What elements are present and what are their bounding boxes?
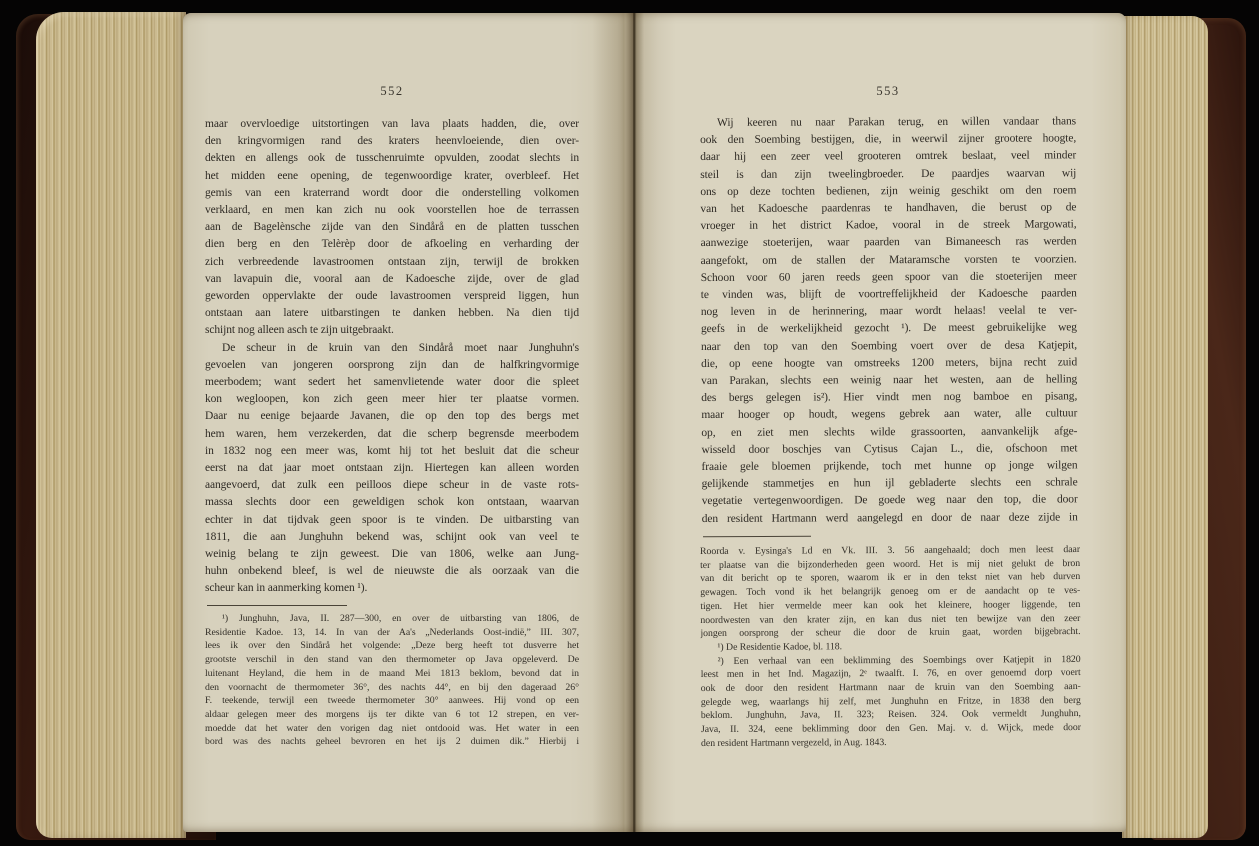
left-page-body-text <box>205 116 579 598</box>
text-line: verklaard, en men kan zich nu ook voorstellen hoe de terrassen <box>205 204 579 217</box>
text-line: vroeger in het district Kadoe, vooral in de streek Margowati, <box>700 218 1077 233</box>
text-line: geworden oppervlakte der oude lavastroomen verspreid liggen, hun <box>205 290 579 303</box>
text-line: kon wegloopen, kon zich geen meer hier ter plaatse vormen. <box>205 393 579 406</box>
text-line: dien berg en den Telèrèp door de afkoeling en verharding der <box>205 238 579 251</box>
page-edges-left <box>36 12 186 838</box>
text-line: van het Kadoesche paardenras te handhaven, die berust op de <box>700 201 1077 216</box>
text-line: scheur kan in aanmerking komen ¹). <box>205 582 368 595</box>
text-line: geefs in de werkelijkheid gezocht ¹). De meest gebruikelijke weg <box>700 321 1077 336</box>
text-line: bord was des nachts geheel bevroren en het ijs 2 duimen dik.” Hierbij i <box>205 736 579 748</box>
text-line: aangevoerd, dat zulk een peilloos diepe scheur in de vaste rots- <box>205 479 579 492</box>
text-line: van dit bericht op te sporen, waarom ik er in den tekst niet van heb durven <box>700 571 1081 585</box>
text-line: Java, II. 324, eene beklimming door den Gen. Maj. v. d. Wijck, mede door <box>700 722 1081 736</box>
text-line: lees ik over den Sindårå het volgende: „Deze berg heeft tot dusverre het <box>205 640 579 652</box>
text-line: moedde dat het water den vorigen dag niet ontdooid was. Het water in een <box>205 722 579 734</box>
text-line: ²) Een verhaal van een beklimming des Soembings over Katjepit in 1820 <box>717 653 1081 667</box>
text-line: tigen. Het hier vermelde meer kan ook het kleinere, hooger liggende, ten <box>700 598 1081 612</box>
left-page-footnotes <box>205 612 579 749</box>
text-line: gemis van een kraterrand wordt door die onderstelling volkomen <box>205 186 579 199</box>
text-line: ¹) Junghuhn, Java, II. 287—300, en over de uitbarsting van 1806, de <box>222 613 579 624</box>
text-line: naar den top van den Soembing voert over de desa Katjepit, <box>700 338 1078 353</box>
text-line: Roorda v. Eysinga's Ld en Vk. III. 3. 56 aangehaald; doch men leest daar <box>700 544 1081 557</box>
text-line: nog leven in de herinnering, maar wordt helaas! veelal te ver- <box>700 304 1077 319</box>
text-line: wisseld door boschjes van Cytisus Cajan L., die, ofschoon met <box>701 442 1078 456</box>
text-line: meerbodem; want sedert het samenvlietende water door die spleet <box>205 376 579 389</box>
right-page-number: 553 <box>876 84 900 98</box>
text-line: gelijkende stammetjes en hun ijl gebladerte slechts een schrale <box>701 476 1078 491</box>
text-line: den voornacht de thermometer 36°, des nachts 44°, en bij den dageraad 26° <box>205 681 579 693</box>
text-line: vegetatie vertegenwoordigen. De goede weg naar den top, die door <box>701 493 1078 508</box>
text-line: gelegde weg, waarlangs hij zelf, met Junghuhn en Fritze, in 1838 den berg <box>700 694 1081 708</box>
text-line: Wij keeren nu naar Parakan terug, en willen vandaar thans <box>717 115 1077 129</box>
text-line: maar hooger op houdt, wegens gebrek aan water, alle cultuur <box>701 407 1078 422</box>
right-page-body-text <box>700 113 1078 528</box>
text-line: in 1832 nog een meer was, komt hij tot het besluit dat die scheur <box>205 444 579 457</box>
text-line: ons op deze tochten bedienen, zijn weinig geschikt om den roem <box>700 184 1077 198</box>
text-line: ter plaatse van die bijzonderheden geen woord. Het is mij niet gelukt de bron <box>700 557 1081 571</box>
text-line: jongen oorsprong der scheur die door de kruin gaat, worden bijgebracht. <box>700 626 1081 640</box>
left-page-number: 552 <box>380 84 404 98</box>
text-line: dekten en allengs ook de tusschenruimte opvulden, zoodat slechts in <box>205 152 579 165</box>
text-line: echter in dat tijdvak geen spoor is te vinden. De uitbarsting van <box>205 513 579 526</box>
text-line: schijnt nog alleen asch te zijn uitgebraakt. <box>205 324 394 337</box>
text-line: aanwezige stoeterijen, waar paarden van Bimaneesch ras werden <box>700 235 1077 250</box>
text-line: aangefokt, om de stallen der Mataramsche vorsten te voorzien. <box>700 252 1077 267</box>
text-line: Residentie Kadoe. 13, 14. In van der Aa's „Nederlands Oost-indië,” III. 307, <box>205 626 579 638</box>
text-line: het midden eene opening, de tegenwoordige krater, overbleef. Het <box>205 169 579 182</box>
text-line: hem waren, hem verzekerden, dat die scherp begrensde meerbodem <box>205 427 579 440</box>
text-line: leest men in het Ind. Magazijn, 2ᵉ twaalft. I. 76, en over genoemd dorp voert <box>700 667 1081 681</box>
text-line: zich verbreedende lavastroomen ontstaan zijn, terwijl de brokken <box>205 255 579 268</box>
text-line: te vinden was, blijft de voortreffelijkheid der Kadoesche paarden <box>700 287 1077 302</box>
text-line: van Parakan, slechts een weinig naar het westen, aan de helling <box>701 373 1078 388</box>
text-line: weinig belang te zijn geweest. Die van 1806, welke aan Jung- <box>205 548 579 561</box>
text-line: maar overvloedige uitstortingen van lava plaats hadden, die, over <box>205 118 579 130</box>
text-line: beklom. Junghuhn, Java, II. 323; Reisen. 324. Ook vermeldt Junghuhn, <box>700 708 1081 722</box>
text-line: op, en ziet men slechts wilde grassoorten, aanvankelijk afge- <box>701 425 1078 439</box>
text-line: ook den Soembing bestijgen, die, in weerwil zijner grootere hoogte, <box>700 132 1077 147</box>
text-line: van lavapuin die, vooral aan de Kadoesche zijde, over de glad <box>205 272 579 285</box>
text-line: huhn onbekend bleef, is wel de nieuwste die als oorzaak van die <box>205 565 579 578</box>
text-line: fraaie gele bloemen prijkende, toch met hunne op jonge wilgen <box>701 459 1078 474</box>
text-line: Schoon voor 60 jaren reeds geen spoor van die stoeterijen meer <box>700 270 1077 284</box>
text-line: die, op eene hoogte van omstreeks 1200 meters, bijna recht zuid <box>701 356 1078 370</box>
text-line: den resident Hartmann werd aangelegd en door de naar deze zijde in <box>701 511 1078 525</box>
text-line: grootste verschil in den stand van den thermometer op Java opgeleverd. De <box>205 654 579 666</box>
text-line: eerst na dat jaar moet ontstaan zijn. Hiertegen kan alleen worden <box>205 462 579 475</box>
text-line: aan de Bagelènsche zijde van den Sindårå en de platten tusschen <box>205 221 579 234</box>
text-line: den kringvormigen rand des kraters heenvloeiende, dien over- <box>205 135 579 148</box>
text-line: De scheur in de kruin van den Sindårå moet naar Junghuhn's <box>222 341 579 354</box>
page-edges-right <box>1122 16 1208 838</box>
text-line: luitenant Heyland, die hem in de maand Mei 1813 beklom, bevond dat in <box>205 667 579 679</box>
right-page-footnotes <box>700 543 1081 751</box>
text-line: gewagen. Toch vond ik het belangrijk genoeg om er de aandacht op te ves- <box>700 585 1081 599</box>
text-line: den resident Hartmann vergezeld, in Aug. 1843. <box>701 736 887 749</box>
text-line: daar hij een zeer veel grooteren omtrek beslaat, veel minder <box>700 149 1077 164</box>
text-line: ¹) De Residentie Kadoe, bl. 118. <box>717 641 843 653</box>
text-line: steil is dan zijn tweelingbroeder. De paardjes waarvan wij <box>700 166 1077 181</box>
text-line: massa slechts door een geweldigen schok kon ontstaan, waarvan <box>205 496 579 509</box>
text-line: Daar nu eenige bejaarde Javanen, die op den top des bergs met <box>205 410 579 423</box>
text-line: noordwesten van den krater zijn, en kan dus niet ten bewijze van den zeer <box>700 612 1081 626</box>
left-footnote-separator <box>207 605 347 606</box>
text-line: F. teekende, terwijl een tweede thermometer 30° aanwees. Hij vond op een <box>205 695 579 707</box>
text-line: 1811, die aan Junghuhn bekend was, schijnt ook van veel te <box>205 530 579 543</box>
text-line: gevoelen van jongeren oorsprong zijn dan de halfkringvormige <box>205 358 579 371</box>
text-line: ook de door den resident Hartmann naar de kruin van den Soembing aan- <box>700 681 1081 695</box>
text-line: aldaar gelegen meer des morgens ijs ter dikte van 6 tot 12 strepen, en ver- <box>205 708 579 720</box>
text-line: ontstaan aan latere uitbarstingen te danken hebben. Na dien tijd <box>205 307 579 320</box>
text-line: des bergs gelegen is²). Hier vindt men nog bamboe en pisang, <box>701 390 1078 405</box>
